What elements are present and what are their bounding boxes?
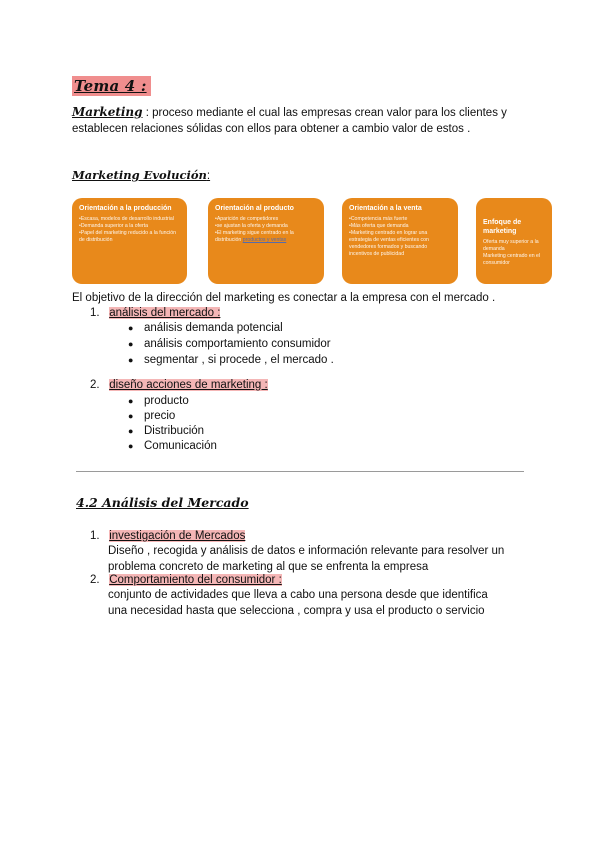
box-line: •Escasa, modelos de desarrollo industrial <box>79 216 174 222</box>
bullet-text: precio <box>144 410 176 422</box>
bullet-icon: ● <box>128 411 134 421</box>
evolution-title: Marketing Evolución <box>72 168 207 182</box>
bullet-text: análisis comportamiento consumidor <box>144 338 331 350</box>
bullet-text: análisis demanda potencial <box>144 322 283 334</box>
list-item <box>90 305 220 321</box>
bullet-item <box>128 336 331 352</box>
list-label: Comportamiento del consumidor : <box>109 574 282 586</box>
box-line: •se ajustan la oferta y demanda <box>215 223 288 229</box>
box-title: Orientación al producto <box>215 205 294 212</box>
list-item <box>90 377 268 393</box>
list-label: análisis del mercado : <box>109 307 221 319</box>
evolution-box-marketing <box>476 198 552 284</box>
bullet-icon: ● <box>128 355 134 365</box>
box-title: Orientación a la producción <box>79 205 172 212</box>
item-description: Diseño , recogida y análisis de datos e información relevante para resolver un problema concreto de marketing al que se enfrenta la empresa <box>108 545 505 573</box>
bullet-icon: ● <box>128 323 134 333</box>
box-title: Enfoque de marketing <box>483 219 522 235</box>
evolution-title-suffix: : <box>206 170 211 182</box>
box-line: •Demanda superior a la oferta <box>79 223 149 229</box>
bullet-text: segmentar , si procede , el mercado . <box>144 354 334 366</box>
evolution-box-sales <box>342 198 458 284</box>
marketing-definition-text: : proceso mediante el cual las empresas crean valor para los clientes y establecen relaciones sólidas con ellos para obtener a cambio valor de estos . <box>72 107 507 135</box>
list-label: investigación de Mercados <box>109 530 246 542</box>
list-label: diseño acciones de marketing : <box>109 379 268 391</box>
objective-text: El objetivo de la dirección del marketing es conectar a la empresa con el mercado . <box>72 292 496 304</box>
section-title: 4.2 Análisis del Mercado <box>76 495 249 510</box>
bullet-text: Distribución <box>144 425 205 437</box>
list-number: 1. <box>90 307 100 319</box>
bullet-icon: ● <box>128 426 134 436</box>
box-line: Oferta muy superior a la demanda <box>483 239 539 252</box>
bullet-item <box>128 423 204 439</box>
item-description: conjunto de actividades que lleva a cabo una persona desde que identifica una necesidad hasta que selecciona , compra y usa el producto o servicio <box>108 589 488 617</box>
list-number: 2. <box>90 379 100 391</box>
list-item <box>90 572 282 588</box>
box-line: •Competencia más fuerte <box>349 216 408 222</box>
divider <box>76 471 524 472</box>
evolution-heading <box>72 168 210 182</box>
evolution-box-production <box>72 198 187 284</box>
list-item <box>90 528 245 544</box>
marketing-definition <box>72 104 532 137</box>
bullet-item <box>128 438 217 454</box>
bullet-text: producto <box>144 395 189 407</box>
box-line: •Aparición de competidores <box>215 216 279 222</box>
box-line: •Más oferta que demanda <box>349 223 409 229</box>
bullet-icon: ● <box>128 396 134 406</box>
box-line-text: •El marketing sigue centrado en la distribución <box>215 230 294 243</box>
box-line: •Marketing centrado en lograr una estrategia de ventas eficientes con vendedores formados y buscando incentivos de publicidad <box>349 230 429 257</box>
bullet-item <box>128 408 175 424</box>
evolution-box-product <box>208 198 324 284</box>
bullet-icon: ● <box>128 339 134 349</box>
bullet-item <box>128 320 283 336</box>
bullet-item <box>128 352 334 368</box>
bullet-text: Comunicación <box>144 440 217 452</box>
bullet-icon: ● <box>128 441 134 451</box>
list-number: 2. <box>90 574 100 586</box>
box-line: Marketing centrado en el consumidor <box>483 253 541 266</box>
list-number: 1. <box>90 530 100 542</box>
box-line <box>215 230 317 244</box>
box-link[interactable]: productos y ventas <box>242 237 287 243</box>
box-title: Orientación a la venta <box>349 205 422 212</box>
box-line: •Papel del marketing reducido a la función de distribución <box>79 230 176 243</box>
bullet-item <box>128 393 189 409</box>
evolution-diagram <box>72 198 552 286</box>
marketing-keyword: Marketing <box>72 105 143 119</box>
page-title: Tema 4 : <box>72 76 151 96</box>
